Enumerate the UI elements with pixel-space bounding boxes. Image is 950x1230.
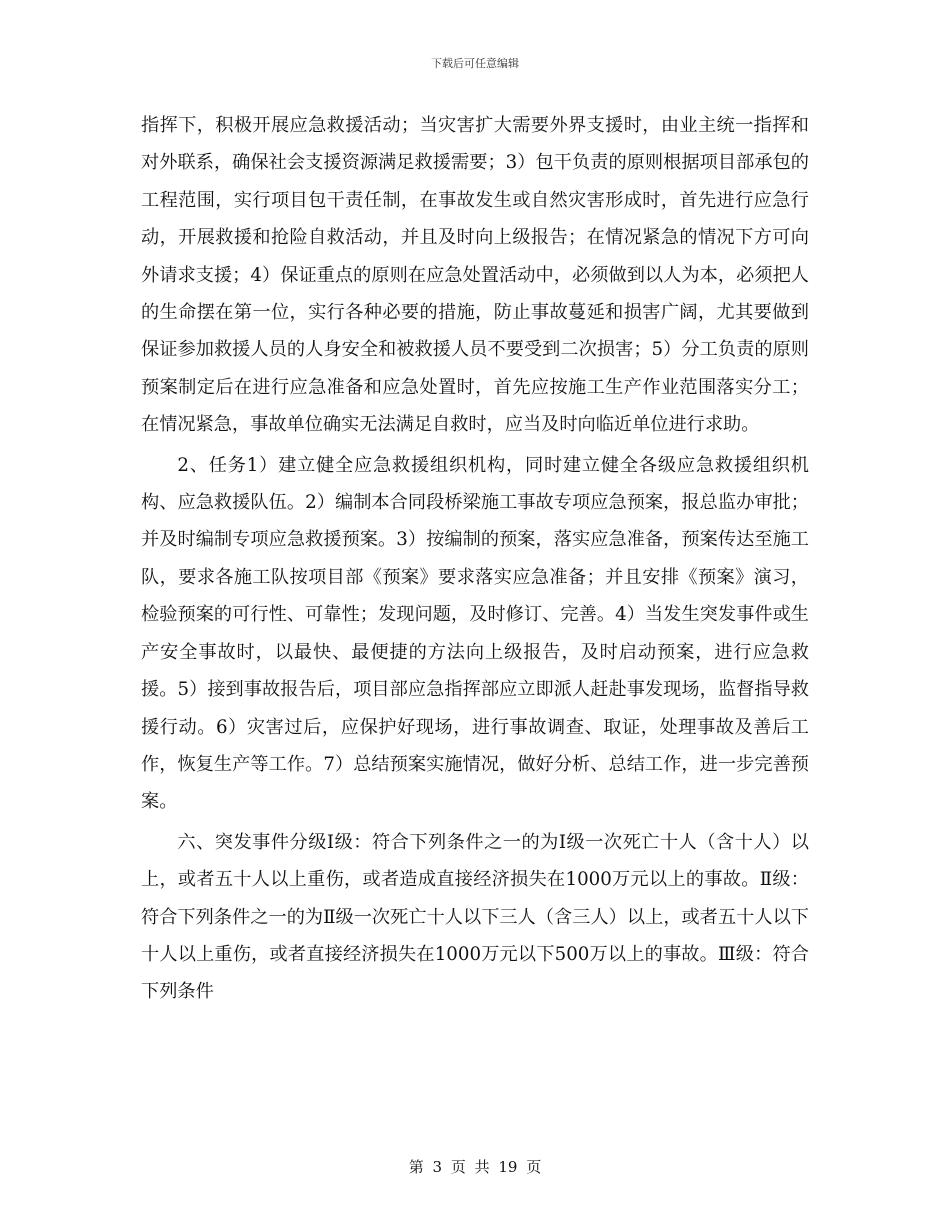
document-body [141,107,809,1011]
page-header-note: 下载后可任意编辑 [431,57,519,70]
page-number: 第 3 页 共 19 页 [408,1158,542,1176]
paragraph-principles: 指挥下，积极开展应急救援活动；当灾害扩大需要外界支援时，由业主统一指挥和对外联系，确保社会支援资源满足救援需要；3）包干负责的原则根据项目部承包的工程范围，实行项目包干责任制，在事故发生或自然灾害形成时，首先进行应急行动，开展救援和抢险自救活动，并且及时向上级报告；在情况紧急的情况下方可向外请求支援；4）保证重点的原则在应急处置活动中，必须做到以人为本，必须把人的生命摆在第一位，实行各种必要的措施，防止事故蔓延和损害广阔，尤其要做到保证参加救援人员的人身安全和被救援人员不要受到二次损害；5）分工负责的原则预案制定后在进行应急准备和应急处置时，首先应按施工生产作业范围落实分工；在情况紧急，事故单位确实无法满足自救时，应当及时向临近单位进行求助。 [141,115,809,436]
paragraph-event-levels: 六、突发事件分级Ⅰ级：符合下列条件之一的为Ⅰ级一次死亡十人（含十人）以上，或者五十人以上重伤，或者造成直接经济损失在1000万元以上的事故。Ⅱ级：符合下列条件之一的为Ⅱ级一次死亡十人以下三人（含三人）以上，或者五十人以下十人以上重伤，或者直接经济损失在1000万元以下500万以上的事故。Ⅲ级：符合下列条件 [141,831,809,1003]
paragraph-tasks: 2、任务1）建立健全应急救援组织机构，同时建立健全各级应急救援组织机构、应急救援队伍。2）编制本合同段桥梁施工事故专项应急预案，报总监办审批；并及时编制专项应急救援预案。3）按编制的预案，落实应急准备，预案传达至施工队，要求各施工队按项目部《预案》要求落实应急准备；并且安排《预案》演习，检验预案的可行性、可靠性；发现问题，及时修订、完善。4）当发生突发事件或生产安全事故时，以最快、最便捷的方法向上级报告，及时启动预案，进行应急救援。5）接到事故报告后，项目部应急指挥部应立即派人赶赴事发现场，监督指导救援行动。6）灾害过后，应保护好现场，进行事故调查、取证，处理事故及善后工作，恢复生产等工作。7）总结预案实施情况，做好分析、总结工作，进一步完善预案。 [141,454,809,813]
